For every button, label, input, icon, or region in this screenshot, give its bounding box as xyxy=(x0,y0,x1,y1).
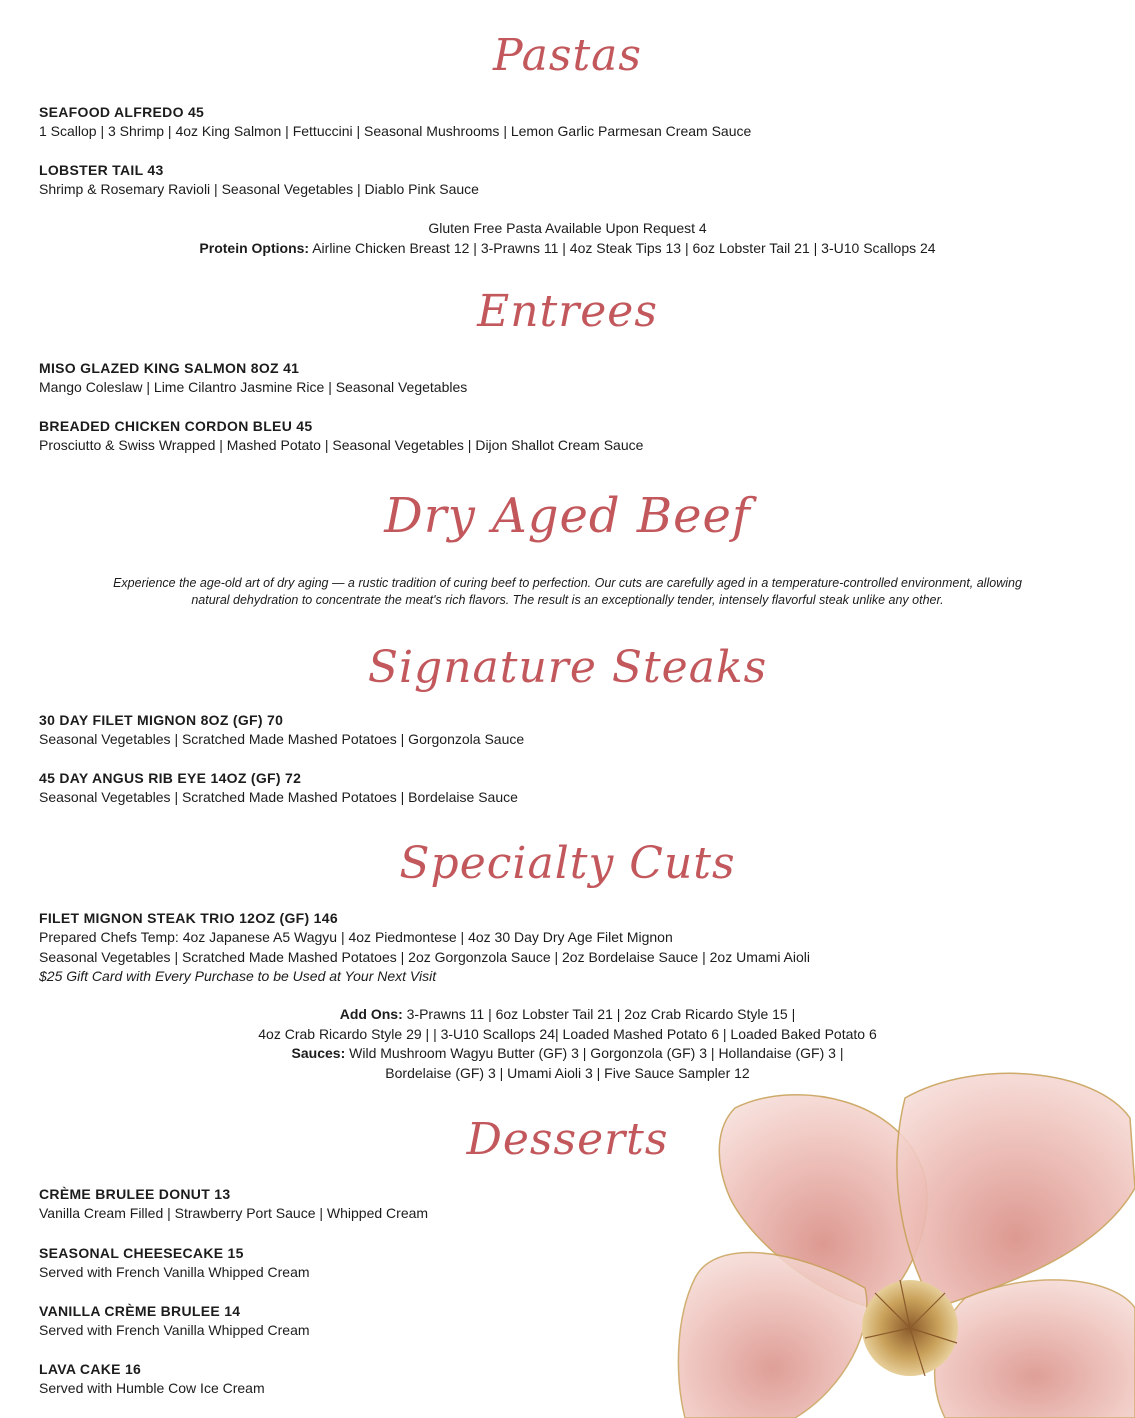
menu-item xyxy=(39,1243,1089,1283)
menu-item xyxy=(39,710,1089,750)
sauces-line-1 xyxy=(0,1044,1135,1064)
item-desc: Shrimp & Rosemary Ravioli | Seasonal Vegetables | Diablo Pink Sauce xyxy=(39,181,479,197)
item-name: SEASONAL CHEESECAKE 15 xyxy=(39,1245,244,1261)
sauces-line-2: Bordelaise (GF) 3 | Umami Aioli 3 | Five Sauce Sampler 12 xyxy=(385,1064,750,1081)
section-title-pastas: Pastas xyxy=(493,30,642,81)
item-desc: Seasonal Vegetables | Scratched Made Mashed Potatoes | Gorgonzola Sauce xyxy=(39,731,525,747)
menu-item xyxy=(39,416,1089,456)
item-name: 45 DAY ANGUS RIB EYE 14OZ (GF) 72 xyxy=(39,770,302,786)
menu-item xyxy=(39,1301,1089,1341)
section-title-signature-steaks: Signature Steaks xyxy=(367,642,768,693)
protein-text: Airline Chicken Breast 12 | 3-Prawns 11 | 4oz Steak Tips 13 | 6oz Lobster Tail 21 | 3-U10 Scallops 24 xyxy=(309,239,936,256)
item-desc: Seasonal Vegetables | Scratched Made Mashed Potatoes | Bordelaise Sauce xyxy=(39,789,518,805)
add-ons-line-2: 4oz Crab Ricardo Style 29 | | 3-U10 Scallops 24| Loaded Mashed Potato 6 | Loaded Baked Potato 6 xyxy=(258,1025,877,1042)
section-title-specialty-cuts: Specialty Cuts xyxy=(399,838,736,889)
menu-item xyxy=(39,102,1089,142)
protein-options xyxy=(0,239,1135,259)
sauces-label: Sauces: xyxy=(291,1045,346,1061)
item-desc: Vanilla Cream Filled | Strawberry Port Sauce | Whipped Cream xyxy=(39,1205,429,1221)
item-name: CRÈME BRULEE DONUT 13 xyxy=(39,1186,231,1202)
add-ons-text: 3-Prawns 11 | 6oz Lobster Tail 21 | 2oz Crab Ricardo Style 15 | xyxy=(402,1006,796,1022)
gift-card-note: $25 Gift Card with Every Purchase to be Used at Your Next Visit xyxy=(39,968,437,984)
pasta-notes xyxy=(0,219,1135,258)
dry-aged-description-line-1: Experience the age-old art of dry aging — a rustic tradition of curing beef to perfection. Our cuts are carefully aged in a temperature-controlled environment, allowing xyxy=(113,576,1022,590)
menu-item xyxy=(39,768,1089,808)
protein-label: Protein Options: xyxy=(199,239,310,256)
item-name: FILET MIGNON STEAK TRIO 12OZ (GF) 146 xyxy=(39,910,338,926)
section-title-desserts: Desserts xyxy=(466,1114,669,1165)
section-title-dry-aged-beef: Dry Aged Beef xyxy=(384,488,751,544)
dry-aged-description-line-2: natural dehydration to concentrate the meat's rich flavors. The result is an exceptionally tender, intensely flavorful steak unlike any other. xyxy=(191,593,944,607)
item-desc: 1 Scallop | 3 Shrimp | 4oz King Salmon | Fettuccini | Seasonal Mushrooms | Lemon Garlic Parmesan Cream Sauce xyxy=(39,123,752,139)
sauces-text: Wild Mushroom Wagyu Butter (GF) 3 | Gorgonzola (GF) 3 | Hollandaise (GF) 3 | xyxy=(345,1045,844,1061)
item-name: SEAFOOD ALFREDO 45 xyxy=(39,104,205,120)
item-name: LAVA CAKE 16 xyxy=(39,1361,142,1377)
item-name: 30 DAY FILET MIGNON 8OZ (GF) 70 xyxy=(39,712,284,728)
menu-item xyxy=(39,160,1089,200)
item-desc: Seasonal Vegetables | Scratched Made Mashed Potatoes | 2oz Gorgonzola Sauce | 2oz Bordelaise Sauce | 2oz Umami Aioli xyxy=(39,948,810,965)
item-desc: Served with French Vanilla Whipped Cream xyxy=(39,1264,310,1280)
item-desc: Served with Humble Cow Ice Cream xyxy=(39,1380,265,1396)
menu-item xyxy=(39,908,1089,987)
item-desc: Prepared Chefs Temp: 4oz Japanese A5 Wagyu | 4oz Piedmontese | 4oz 30 Day Dry Age Filet Mignon xyxy=(39,929,673,945)
item-name: MISO GLAZED KING SALMON 8OZ 41 xyxy=(39,360,300,376)
gluten-free-note: Gluten Free Pasta Available Upon Request 4 xyxy=(428,220,707,236)
item-name: VANILLA CRÈME BRULEE 14 xyxy=(39,1303,241,1319)
add-ons-block xyxy=(0,1005,1135,1083)
item-desc: Mango Coleslaw | Lime Cilantro Jasmine Rice | Seasonal Vegetables xyxy=(39,379,468,395)
menu-item xyxy=(39,1359,1089,1399)
item-desc: Served with French Vanilla Whipped Cream xyxy=(39,1322,310,1338)
item-name: LOBSTER TAIL 43 xyxy=(39,162,164,178)
add-ons-line-1 xyxy=(0,1005,1135,1025)
add-ons-label: Add Ons: xyxy=(339,1006,403,1022)
item-desc: Prosciutto & Swiss Wrapped | Mashed Potato | Seasonal Vegetables | Dijon Shallot Cream Sauce xyxy=(39,437,644,453)
menu-item xyxy=(39,358,1089,398)
menu-item xyxy=(39,1184,1089,1224)
item-name: BREADED CHICKEN CORDON BLEU 45 xyxy=(39,418,313,434)
section-title-entrees: Entrees xyxy=(477,286,658,337)
